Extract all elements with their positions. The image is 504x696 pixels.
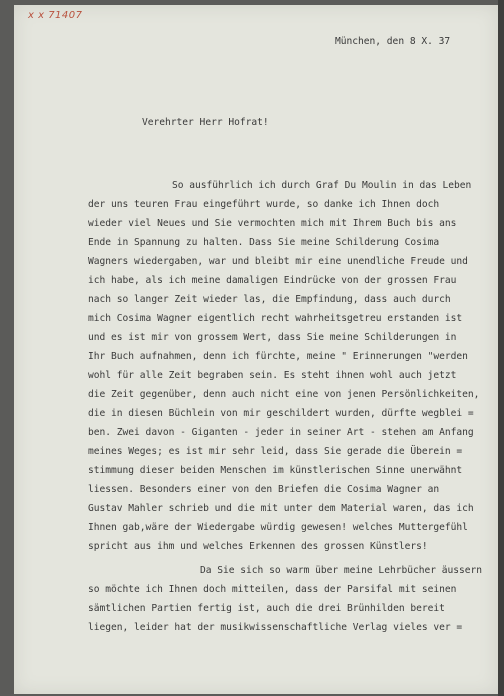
body-line: liegen, leider hat der musikwissenschaftliche Verlag vieles ver =: [88, 622, 463, 633]
salutation: Verehrter Herr Hofrat!: [142, 117, 269, 128]
body-line: stimmung dieser beiden Menschen im künstlerischen Sinne unerwähnt: [88, 465, 463, 476]
page-edge-shadow: [498, 0, 504, 696]
body-line: Ihnen gab,wäre der Wiedergabe würdig gewesen! welches Muttergefühl: [88, 522, 468, 533]
body-line: mich Cosima Wagner eigentlich recht wahrheitsgetreu erstanden ist: [88, 313, 463, 324]
body-line: die in diesen Büchlein von mir geschildert wurden, dürfte wegblei =: [88, 408, 474, 419]
body-line: Ende in Spannung zu halten. Dass Sie meine Schilderung Cosima: [88, 237, 440, 248]
date-line: München, den 8 X. 37: [335, 36, 451, 47]
body-line: und es ist mir von grossem Wert, dass Sie meine Schilderungen in: [88, 332, 457, 343]
body-line: ich habe, als ich meine damaligen Eindrücke von der grossen Frau: [88, 275, 457, 286]
body-line: wieder viel Neues und Sie vermochten mich mit Ihrem Buch bis ans: [88, 218, 457, 229]
body-line: liessen. Besonders einer von den Briefen die Cosima Wagner an: [88, 484, 440, 495]
body-line: so möchte ich Ihnen doch mitteilen, dass der Parsifal mit seinen: [88, 584, 457, 595]
body-line: ben. Zwei davon - Giganten - jeder in seiner Art - stehen am Anfang: [88, 427, 474, 438]
body-line: Ihr Buch aufnahmen, denn ich fürchte, meine " Erinnerungen "werden: [88, 351, 468, 362]
body-line: die Zeit gegenüber, denn auch nicht eine von jenen Persönlichkeiten,: [88, 389, 480, 400]
body-line: nach so langer Zeit wieder las, die Empfindung, dass auch durch: [88, 294, 451, 305]
body-line: spricht aus ihm und welches Erkennen des grossen Künstlers!: [88, 541, 428, 552]
body-line: So ausführlich ich durch Graf Du Moulin in das Leben: [172, 180, 472, 191]
body-line: wohl für alle Zeit begraben sein. Es steht ihnen wohl auch jetzt: [88, 370, 457, 381]
body-line: meines Weges; es ist mir sehr leid, dass Sie gerade die Überein =: [88, 446, 463, 457]
archive-number: x x 71407: [28, 10, 83, 21]
body-line: der uns teuren Frau eingeführt wurde, so danke ich Ihnen doch: [88, 199, 440, 210]
body-line: Wagners wiedergaben, war und bleibt mir eine unendliche Freude und: [88, 256, 468, 267]
body-line: Da Sie sich so warm über meine Lehrbücher äussern: [200, 565, 483, 576]
body-line: Gustav Mahler schrieb und die mit unter dem Material waren, das ich: [88, 503, 474, 514]
body-line: sämtlichen Partien fertig ist, auch die drei Brünhilden bereit: [88, 603, 445, 614]
